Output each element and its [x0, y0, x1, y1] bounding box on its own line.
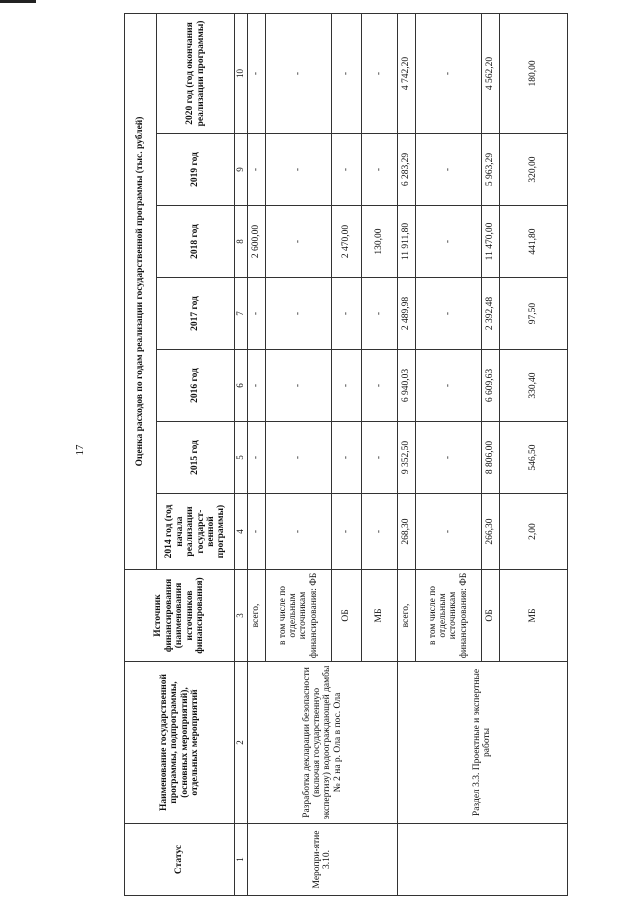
col-num: 9 [235, 134, 248, 206]
header-2014: 2014 год (год начала реализации государст-венной программы) [157, 494, 235, 570]
value-cell: 268,30 [397, 494, 415, 570]
value-cell: 6 283,29 [397, 134, 415, 206]
col-num: 1 [235, 824, 248, 896]
value-cell: - [331, 350, 361, 422]
value-cell: 4 562,20 [481, 13, 499, 133]
value-cell: 2 489,98 [397, 278, 415, 350]
value-cell: - [415, 422, 481, 494]
table-row [247, 13, 265, 895]
col-num: 2 [235, 662, 248, 824]
value-cell: 266,30 [481, 494, 499, 570]
value-cell: - [247, 13, 265, 133]
value-cell: 330,40 [499, 350, 567, 422]
value-cell: 8 806,00 [481, 422, 499, 494]
page-number: 17 [74, 444, 86, 456]
rotated-table-wrapper [124, 14, 566, 896]
value-cell: - [265, 494, 331, 570]
block1-status: Меропри-ятие 3.10. [247, 824, 397, 896]
column-number-row [235, 13, 248, 895]
value-cell: 97,50 [499, 278, 567, 350]
value-cell: 320,00 [499, 134, 567, 206]
value-cell: - [247, 422, 265, 494]
source-cell: МБ [499, 570, 567, 662]
value-cell: 6 609,63 [481, 350, 499, 422]
col-num: 6 [235, 350, 248, 422]
value-cell: 9 352,50 [397, 422, 415, 494]
value-cell: - [265, 278, 331, 350]
value-cell: - [247, 350, 265, 422]
header-status: Статус [125, 824, 235, 896]
col-num: 7 [235, 278, 248, 350]
value-cell: - [415, 494, 481, 570]
header-2018: 2018 год [157, 206, 235, 278]
table-row [397, 13, 415, 895]
col-num: 8 [235, 206, 248, 278]
source-cell: в том числе по отдельным источникам финансирования: ФБ [265, 570, 331, 662]
value-cell: 11 911,80 [397, 206, 415, 278]
value-cell: - [331, 13, 361, 133]
value-cell: - [361, 494, 397, 570]
top-edge-mark [0, 0, 36, 3]
header-source: Источник финансирования (наименования источников финансирования) [125, 570, 235, 662]
value-cell: - [265, 422, 331, 494]
budget-table [124, 13, 568, 896]
value-cell: - [361, 422, 397, 494]
col-num: 5 [235, 422, 248, 494]
value-cell: - [361, 134, 397, 206]
value-cell: - [331, 134, 361, 206]
source-cell: в том числе по отдельным источникам финансирования: ФБ [415, 570, 481, 662]
value-cell: 5 963,29 [481, 134, 499, 206]
value-cell: - [415, 134, 481, 206]
block2-status [397, 824, 567, 896]
value-cell: 11 470,00 [481, 206, 499, 278]
header-2017: 2017 год [157, 278, 235, 350]
value-cell: - [361, 350, 397, 422]
value-cell: - [265, 350, 331, 422]
value-cell: 2 470,00 [331, 206, 361, 278]
value-cell: - [415, 278, 481, 350]
header-name: Наименование государственной программы, подпрограммы, (основных мероприятий), отдельных мероприятий [125, 662, 235, 824]
header-2015: 2015 год [157, 422, 235, 494]
value-cell: 2 392,48 [481, 278, 499, 350]
source-cell: всего, [247, 570, 265, 662]
block2-name: Раздел 3.3. Проектные и экспертные работы [397, 662, 567, 824]
value-cell: - [415, 13, 481, 133]
col-num: 4 [235, 494, 248, 570]
header-2019: 2019 год [157, 134, 235, 206]
source-cell: ОБ [331, 570, 361, 662]
value-cell: - [247, 134, 265, 206]
value-cell: - [331, 422, 361, 494]
value-cell: - [247, 494, 265, 570]
value-cell: - [265, 134, 331, 206]
col-num: 3 [235, 570, 248, 662]
value-cell: 2,00 [499, 494, 567, 570]
source-cell: МБ [361, 570, 397, 662]
value-cell: 546,50 [499, 422, 567, 494]
source-cell: ОБ [481, 570, 499, 662]
block1-name: Разработка декларации безопасности (включая государственную экспертизу) водоограждающей дамбы № 2 на р. Ола в пос. Ола [247, 662, 397, 824]
col-num: 10 [235, 13, 248, 133]
value-cell: 130,00 [361, 206, 397, 278]
value-cell: - [361, 278, 397, 350]
value-cell: 180,00 [499, 13, 567, 133]
source-cell: всего, [397, 570, 415, 662]
value-cell: - [265, 13, 331, 133]
value-cell: - [415, 350, 481, 422]
value-cell: - [265, 206, 331, 278]
value-cell: - [415, 206, 481, 278]
value-cell: - [331, 494, 361, 570]
value-cell: 2 600,00 [247, 206, 265, 278]
value-cell: 441,80 [499, 206, 567, 278]
value-cell: - [331, 278, 361, 350]
value-cell: - [247, 278, 265, 350]
header-2016: 2016 год [157, 350, 235, 422]
header-2020: 2020 год (год окончания реализации программы) [157, 13, 235, 133]
value-cell: - [361, 13, 397, 133]
value-cell: 6 940,03 [397, 350, 415, 422]
header-estimate: Оценка расходов по годам реализации государственной программы (тыс. рублей) [125, 13, 157, 569]
value-cell: 4 742,20 [397, 13, 415, 133]
